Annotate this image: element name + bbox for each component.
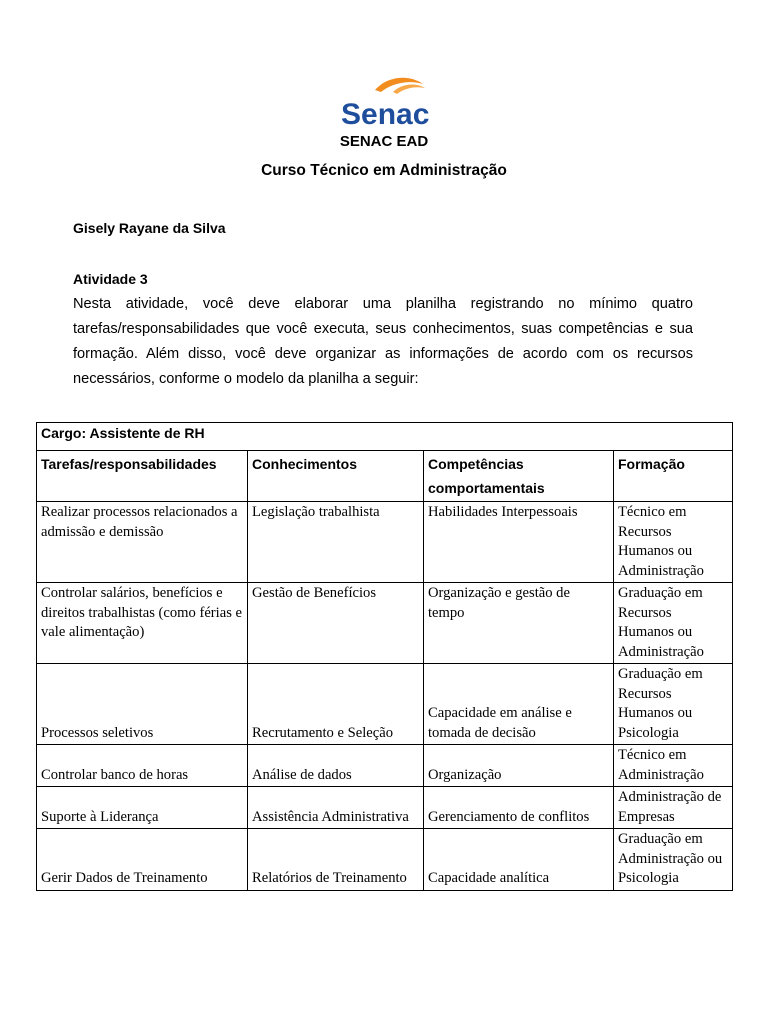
- cell-knowledge: Gestão de Benefícios: [248, 583, 424, 664]
- cell-education: Graduação em Recursos Humanos ou Administração: [614, 583, 733, 664]
- cell-competency: Capacidade em análise e tomada de decisão: [424, 664, 614, 745]
- course-title: Curso Técnico em Administração: [261, 162, 507, 179]
- responsibilities-table: [36, 422, 733, 891]
- table-row: [37, 829, 733, 891]
- cell-knowledge: Recrutamento e Seleção: [248, 664, 424, 745]
- header-tasks: Tarefas/responsabilidades: [37, 451, 248, 502]
- cell-knowledge: Legislação trabalhista: [248, 502, 424, 583]
- cell-education: Graduação em Recursos Humanos ou Psicologia: [614, 664, 733, 745]
- activity-title: Atividade 3: [73, 271, 148, 287]
- cargo-label: Cargo: Assistente de RH: [37, 423, 733, 451]
- cell-knowledge: Relatórios de Treinamento: [248, 829, 424, 891]
- cell-knowledge: Análise de dados: [248, 745, 424, 787]
- cell-education: Graduação em Administração ou Psicologia: [614, 829, 733, 891]
- table-row: [37, 583, 733, 664]
- cell-task: Realizar processos relacionados a admissão e demissão: [37, 502, 248, 583]
- cell-education: Técnico em Recursos Humanos ou Administração: [614, 502, 733, 583]
- table-row: [37, 787, 733, 829]
- cell-education: Técnico em Administração: [614, 745, 733, 787]
- cell-competency: Organização e gestão de tempo: [424, 583, 614, 664]
- cell-task: Gerir Dados de Treinamento: [37, 829, 248, 891]
- header-education: Formação: [614, 451, 733, 502]
- table-header-row: [37, 451, 733, 502]
- header-competencies: Competências comportamentais: [424, 451, 614, 502]
- table-row: [37, 664, 733, 745]
- table-cargo-row: [37, 423, 733, 451]
- institution-title: SENAC EAD: [339, 133, 429, 150]
- senac-logo-graphic: [331, 72, 437, 130]
- logo-wordmark: Senac: [341, 98, 430, 130]
- author-name: Gisely Rayane da Silva: [73, 220, 226, 236]
- cell-competency: Capacidade analítica: [424, 829, 614, 891]
- senac-logo: [331, 72, 437, 130]
- cell-task: Controlar banco de horas: [37, 745, 248, 787]
- table-row: [37, 745, 733, 787]
- cell-competency: Habilidades Interpessoais: [424, 502, 614, 583]
- header-knowledge: Conhecimentos: [248, 451, 424, 502]
- cell-task: Processos seletivos: [37, 664, 248, 745]
- cell-competency: Gerenciamento de conflitos: [424, 787, 614, 829]
- cell-competency: Organização: [424, 745, 614, 787]
- table-row: [37, 502, 733, 583]
- cell-task: Controlar salários, benefícios e direitos trabalhistas (como férias e vale alimentação): [37, 583, 248, 664]
- cell-task: Suporte à Liderança: [37, 787, 248, 829]
- cell-education: Administração de Empresas: [614, 787, 733, 829]
- cell-knowledge: Assistência Administrativa: [248, 787, 424, 829]
- activity-instructions: Nesta atividade, você deve elaborar uma planilha registrando no mínimo quatro tarefas/responsabilidades que você executa, seus conhecimentos, suas competências e sua formação. Além disso, você deve organizar as informações de acordo com os recursos necessários, conforme o modelo da planilha a seguir:: [73, 296, 693, 387]
